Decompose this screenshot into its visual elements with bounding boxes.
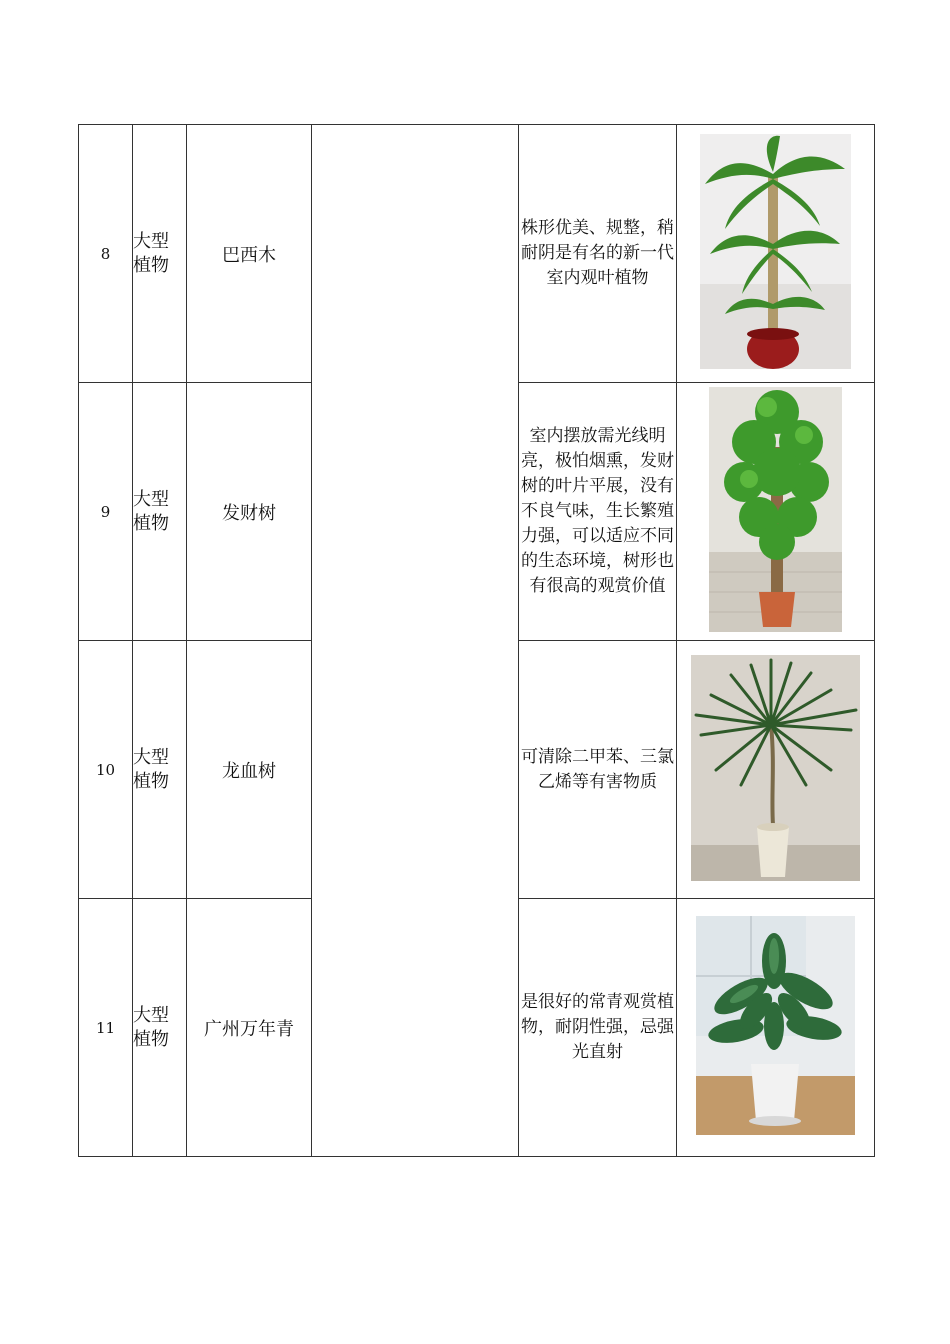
plant-photo-cell: [677, 641, 875, 899]
row-number: 11: [79, 899, 133, 1157]
plant-photo-cell: [677, 383, 875, 641]
row-number: 8: [79, 125, 133, 383]
plant-category: 大型植物: [133, 641, 187, 899]
plant-name: 巴西木: [187, 125, 312, 383]
plant-category: 大型植物: [133, 383, 187, 641]
plant-name: 龙血树: [187, 641, 312, 899]
row-number: 10: [79, 641, 133, 899]
aglaonema-plant-photo: [696, 916, 855, 1135]
table-row: [79, 125, 875, 383]
plants-table: [78, 124, 875, 1157]
plant-description: 是很好的常青观赏植物，耐阴性强，忌强光直射: [519, 899, 677, 1157]
plant-description: 可清除二甲苯、三氯乙烯等有害物质: [519, 641, 677, 899]
plant-description: 株形优美、规整，稍耐阴是有名的新一代室内观叶植物: [519, 125, 677, 383]
dragon-tree-plant-photo: [691, 655, 860, 881]
blank-column: [312, 125, 519, 1157]
plant-category: 大型植物: [133, 125, 187, 383]
plant-photo-cell: [677, 899, 875, 1157]
row-number: 9: [79, 383, 133, 641]
plant-description: 室内摆放需光线明亮，极怕烟熏，发财树的叶片平展，没有不良气味，生长繁殖力强，可以适应不同的生态环境，树形也有很高的观赏价值: [519, 383, 677, 641]
plant-name: 广州万年青: [187, 899, 312, 1157]
money-tree-plant-photo: [709, 387, 842, 632]
brazilwood-plant-photo: [700, 134, 851, 369]
plant-photo-cell: [677, 125, 875, 383]
plant-category: 大型植物: [133, 899, 187, 1157]
plant-name: 发财树: [187, 383, 312, 641]
